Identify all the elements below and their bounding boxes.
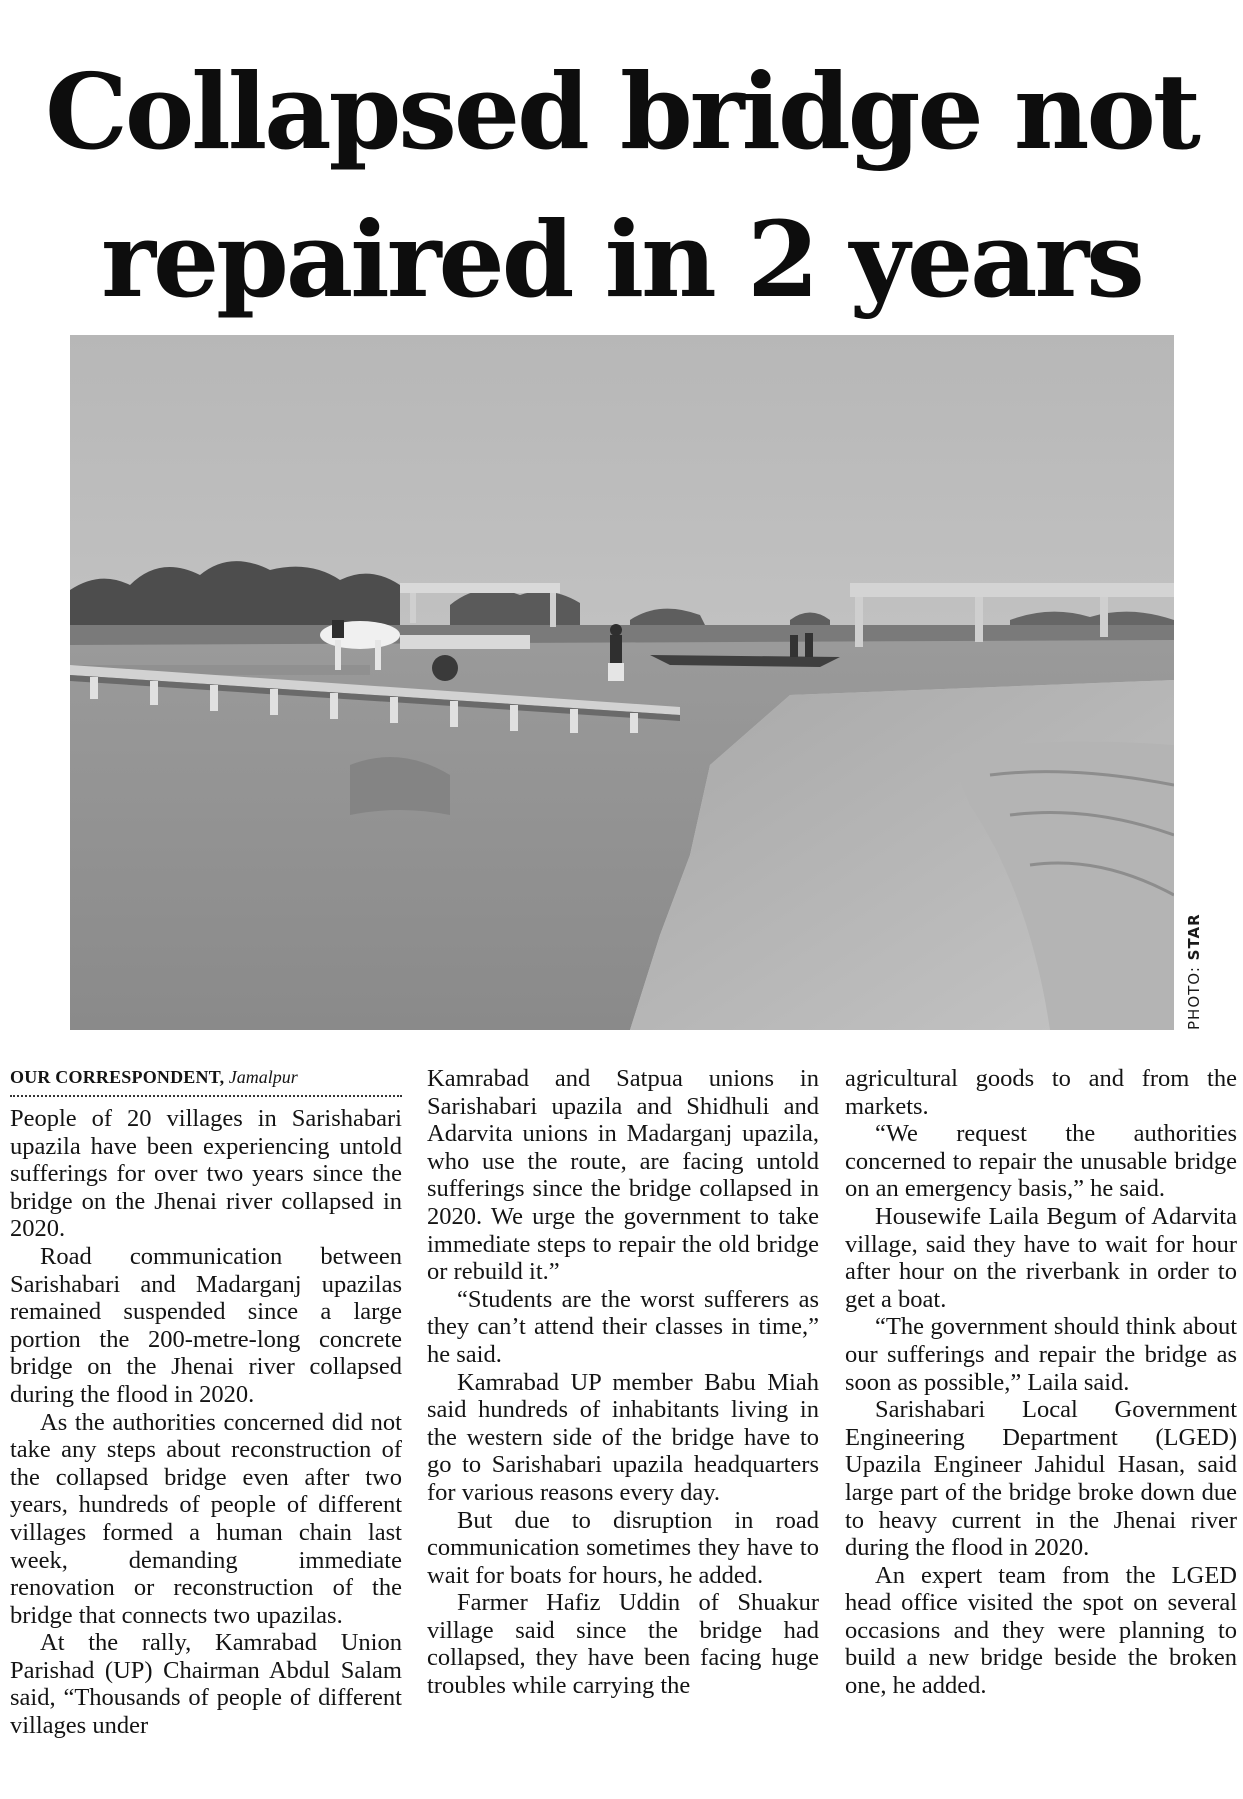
paragraph: Road communication between Sarishabari and Madarganj upazilas remained suspended since a large portion the 200-metre-long concrete bridge on the Jhenai river collapsed during the flood in 2020. (10, 1242, 402, 1408)
paragraph: “We request the authorities concerned to repair the unusable bridge on an emergency basis,” he said. (845, 1120, 1237, 1203)
paragraph: People of 20 villages in Sarishabari upazila have been experiencing untold sufferings for over two years since the bridge on the Jhenai river collapsed in 2020. (10, 1105, 402, 1243)
paragraph: Kamrabad and Satpua unions in Sarishabari upazila and Shidhuli and Adarvita unions in Madarganj upazila, who use the route, are facing untold sufferings since the bridge collapsed in 2020. We urge the government to take immediate steps to repair the old bridge or rebuild it.” (427, 1065, 819, 1286)
paragraph: “Students are the worst sufferers as they can’t attend their classes in time,” he said. (427, 1285, 819, 1368)
headline-line-1: Collapsed bridge not (45, 50, 1198, 173)
paragraph: An expert team from the LGED head office visited the spot on several occasions and they were planning to build a new bridge beside the broken one, he added. (845, 1561, 1237, 1700)
paragraph: As the authorities concerned did not take any steps about reconstruction of the collapsed bridge even after two years, hundreds of people of different villages formed a human chain last week, demanding immediate renovation or reconstruction of the bridge that connects two upazilas. (10, 1408, 402, 1629)
paragraph: agricultural goods to and from the markets. (845, 1065, 1237, 1120)
headline-line-2: repaired in 2 years (101, 198, 1142, 321)
paragraph: But due to disruption in road communication sometimes they have to wait for boats for hours, he added. (427, 1506, 819, 1589)
paragraph: Kamrabad UP member Babu Miah said hundreds of inhabitants living in the western side of the bridge have to go to Sarishabari upazila headquarters for various reasons every day. (427, 1368, 819, 1506)
article-column-3 (845, 1065, 1237, 1795)
paragraph: Housewife Laila Begum of Adarvita village, said they have to wait for hour after hour on the riverbank in order to get a boat. (845, 1202, 1237, 1313)
byline-author: OUR CORRESPONDENT, (10, 1067, 225, 1087)
paragraph: “The government should think about our sufferings and repair the bridge as soon as possible,” Laila said. (845, 1313, 1237, 1396)
photo-credit-label: PHOTO: (1185, 960, 1203, 1030)
photo-credit-source: STAR (1185, 913, 1203, 961)
photo-credit (1185, 905, 1205, 1030)
byline (10, 1065, 402, 1097)
river-bridge-illustration (70, 335, 1174, 1030)
article-column-1 (10, 1065, 402, 1795)
news-photo (70, 335, 1174, 1030)
article-column-2 (427, 1065, 819, 1795)
paragraph: At the rally, Kamrabad Union Parishad (UP) Chairman Abdul Salam said, “Thousands of people of different villages under (10, 1629, 402, 1740)
paragraph: Sarishabari Local Government Engineering Department (LGED) Upazila Engineer Jahidul Hasan, said large part of the bridge broke down due to heavy current in the Jhenai river during the flood in 2020. (845, 1396, 1237, 1562)
headline (0, 38, 1243, 334)
paragraph: Farmer Hafiz Uddin of Shuakur village said since the bridge had collapsed, they have been facing huge troubles while carrying the (427, 1589, 819, 1700)
byline-location: Jamalpur (228, 1067, 298, 1087)
